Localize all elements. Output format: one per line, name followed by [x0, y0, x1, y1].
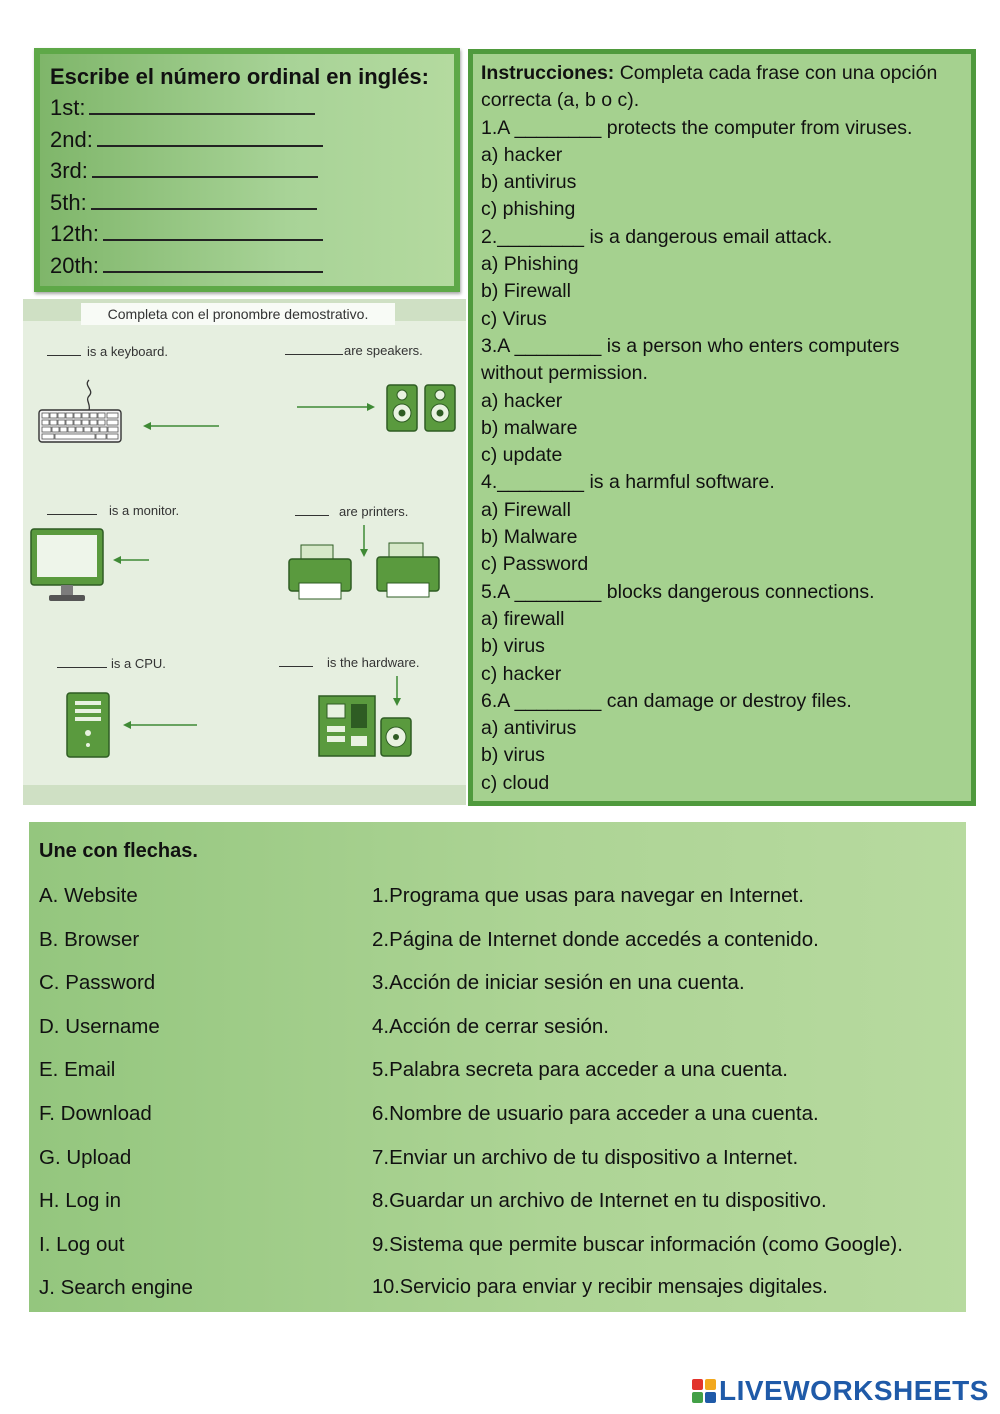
logo-square [692, 1379, 703, 1390]
logo-mark-icon [692, 1379, 716, 1403]
demonstrative-item: is a CPU. [57, 656, 166, 671]
demonstratives-panel [23, 299, 466, 805]
logo-text: LIVEWORKSHEETS [719, 1375, 989, 1406]
match-term[interactable]: I. Log out [39, 1233, 125, 1256]
quiz-option[interactable]: c) phishing [481, 198, 576, 221]
speakers-icon [293, 379, 463, 439]
quiz-question: 6.A ________ can damage or destroy files. [481, 689, 852, 712]
match-definition[interactable]: 8.Guardar un archivo de Internet en tu dispositivo. [372, 1189, 827, 1212]
quiz-option[interactable]: c) cloud [481, 771, 550, 794]
match-term[interactable]: D. Username [39, 1015, 160, 1038]
answer-blank[interactable] [47, 344, 81, 356]
answer-line[interactable] [97, 129, 323, 147]
quiz-option[interactable]: c) Password [481, 553, 589, 576]
match-definition[interactable]: 7.Enviar un archivo de tu dispositivo a Internet. [372, 1146, 799, 1169]
quiz-option[interactable]: a) hacker [481, 143, 563, 166]
matching-title: Une con flechas. [39, 840, 198, 862]
match-term[interactable]: F. Download [39, 1102, 152, 1125]
quiz-instructions: Instrucciones: Completa cada frase con una opción [481, 62, 938, 84]
match-term[interactable]: E. Email [39, 1058, 116, 1081]
answer-blank[interactable] [279, 655, 313, 667]
logo-square [692, 1392, 703, 1403]
answer-blank[interactable] [285, 343, 343, 355]
answer-blank[interactable] [57, 656, 107, 668]
demonstrative-item: is the hardware. [279, 655, 420, 670]
ordinal-row: 12th: [50, 218, 444, 250]
answer-line[interactable] [92, 160, 318, 178]
ordinals-title: Escribe el número ordinal en inglés: [50, 64, 429, 89]
printers-icon [285, 525, 445, 607]
match-term[interactable]: J. Search engine [39, 1276, 193, 1299]
match-term[interactable]: H. Log in [39, 1189, 122, 1212]
monitor-icon [29, 527, 179, 607]
ordinal-row: 3rd: [50, 155, 444, 187]
logo-square [705, 1379, 716, 1390]
quiz-option[interactable]: b) antivirus [481, 171, 577, 194]
demonstrative-item: is a monitor. [47, 503, 179, 518]
liveworksheets-logo[interactable] [692, 1376, 989, 1406]
quiz-instructions-cont: correcta (a, b o c). [481, 89, 640, 112]
quiz-option[interactable]: a) firewall [481, 607, 565, 630]
ordinal-row: 1st: [50, 92, 444, 124]
hardware-icon [317, 674, 427, 762]
quiz-option[interactable]: a) Firewall [481, 498, 571, 521]
keyboard-icon [37, 374, 227, 449]
answer-line[interactable] [89, 97, 315, 115]
quiz-option[interactable]: a) hacker [481, 389, 563, 412]
match-definition[interactable]: 3.Acción de iniciar sesión en una cuenta. [372, 971, 745, 994]
panel-band [23, 785, 466, 805]
answer-line[interactable] [91, 192, 317, 210]
ordinals-panel [34, 48, 460, 292]
ordinal-row: 5th: [50, 187, 444, 219]
ordinal-row: 20th: [50, 250, 444, 282]
quiz-option[interactable]: c) Virus [481, 307, 547, 330]
logo-square [705, 1392, 716, 1403]
quiz-question: 5.A ________ blocks dangerous connections. [481, 580, 875, 603]
match-definition[interactable]: 10.Servicio para enviar y recibir mensajes digitales. [372, 1276, 828, 1298]
demonstrative-item: is a keyboard. [47, 344, 168, 359]
quiz-option[interactable]: a) antivirus [481, 717, 577, 740]
quiz-option[interactable]: b) Malware [481, 526, 578, 549]
ordinal-row: 2nd: [50, 124, 444, 156]
match-definition[interactable]: 5.Palabra secreta para acceder a una cuenta. [372, 1058, 788, 1081]
match-term[interactable]: C. Password [39, 971, 156, 994]
match-term[interactable]: A. Website [39, 884, 138, 907]
match-term[interactable]: G. Upload [39, 1146, 132, 1169]
quiz-panel [468, 49, 976, 806]
quiz-option[interactable]: b) virus [481, 635, 545, 658]
quiz-option[interactable]: b) Firewall [481, 280, 571, 303]
quiz-option[interactable]: c) update [481, 444, 563, 467]
quiz-question: without permission. [481, 362, 648, 385]
match-definition[interactable]: 2.Página de Internet donde accedés a contenido. [372, 928, 819, 951]
match-definition[interactable]: 1.Programa que usas para navegar en Internet. [372, 884, 804, 907]
demonstrative-item: are speakers. [285, 343, 423, 358]
match-term[interactable]: B. Browser [39, 928, 140, 951]
quiz-option[interactable]: a) Phishing [481, 253, 579, 276]
demonstratives-title: Completa con el pronombre demostrativo. [81, 303, 395, 325]
answer-blank[interactable] [295, 504, 329, 516]
answer-blank[interactable] [47, 503, 97, 515]
quiz-option[interactable]: b) malware [481, 416, 578, 439]
answer-line[interactable] [103, 255, 323, 273]
quiz-question: 3.A ________ is a person who enters computers [481, 334, 900, 357]
matching-panel [29, 822, 966, 1312]
match-definition[interactable]: 6.Nombre de usuario para acceder a una cuenta. [372, 1102, 819, 1125]
demonstrative-item: are printers. [295, 504, 408, 519]
cpu-icon [63, 691, 203, 761]
answer-line[interactable] [103, 223, 323, 241]
match-definition[interactable]: 4.Acción de cerrar sesión. [372, 1015, 610, 1038]
quiz-question: 4.________ is a harmful software. [481, 471, 775, 494]
quiz-question: 2.________ is a dangerous email attack. [481, 225, 833, 248]
match-definition[interactable]: 9.Sistema que permite buscar información (como Google). [372, 1233, 903, 1256]
quiz-question: 1.A ________ protects the computer from viruses. [481, 116, 913, 139]
quiz-option[interactable]: b) virus [481, 744, 545, 767]
quiz-option[interactable]: c) hacker [481, 662, 562, 685]
